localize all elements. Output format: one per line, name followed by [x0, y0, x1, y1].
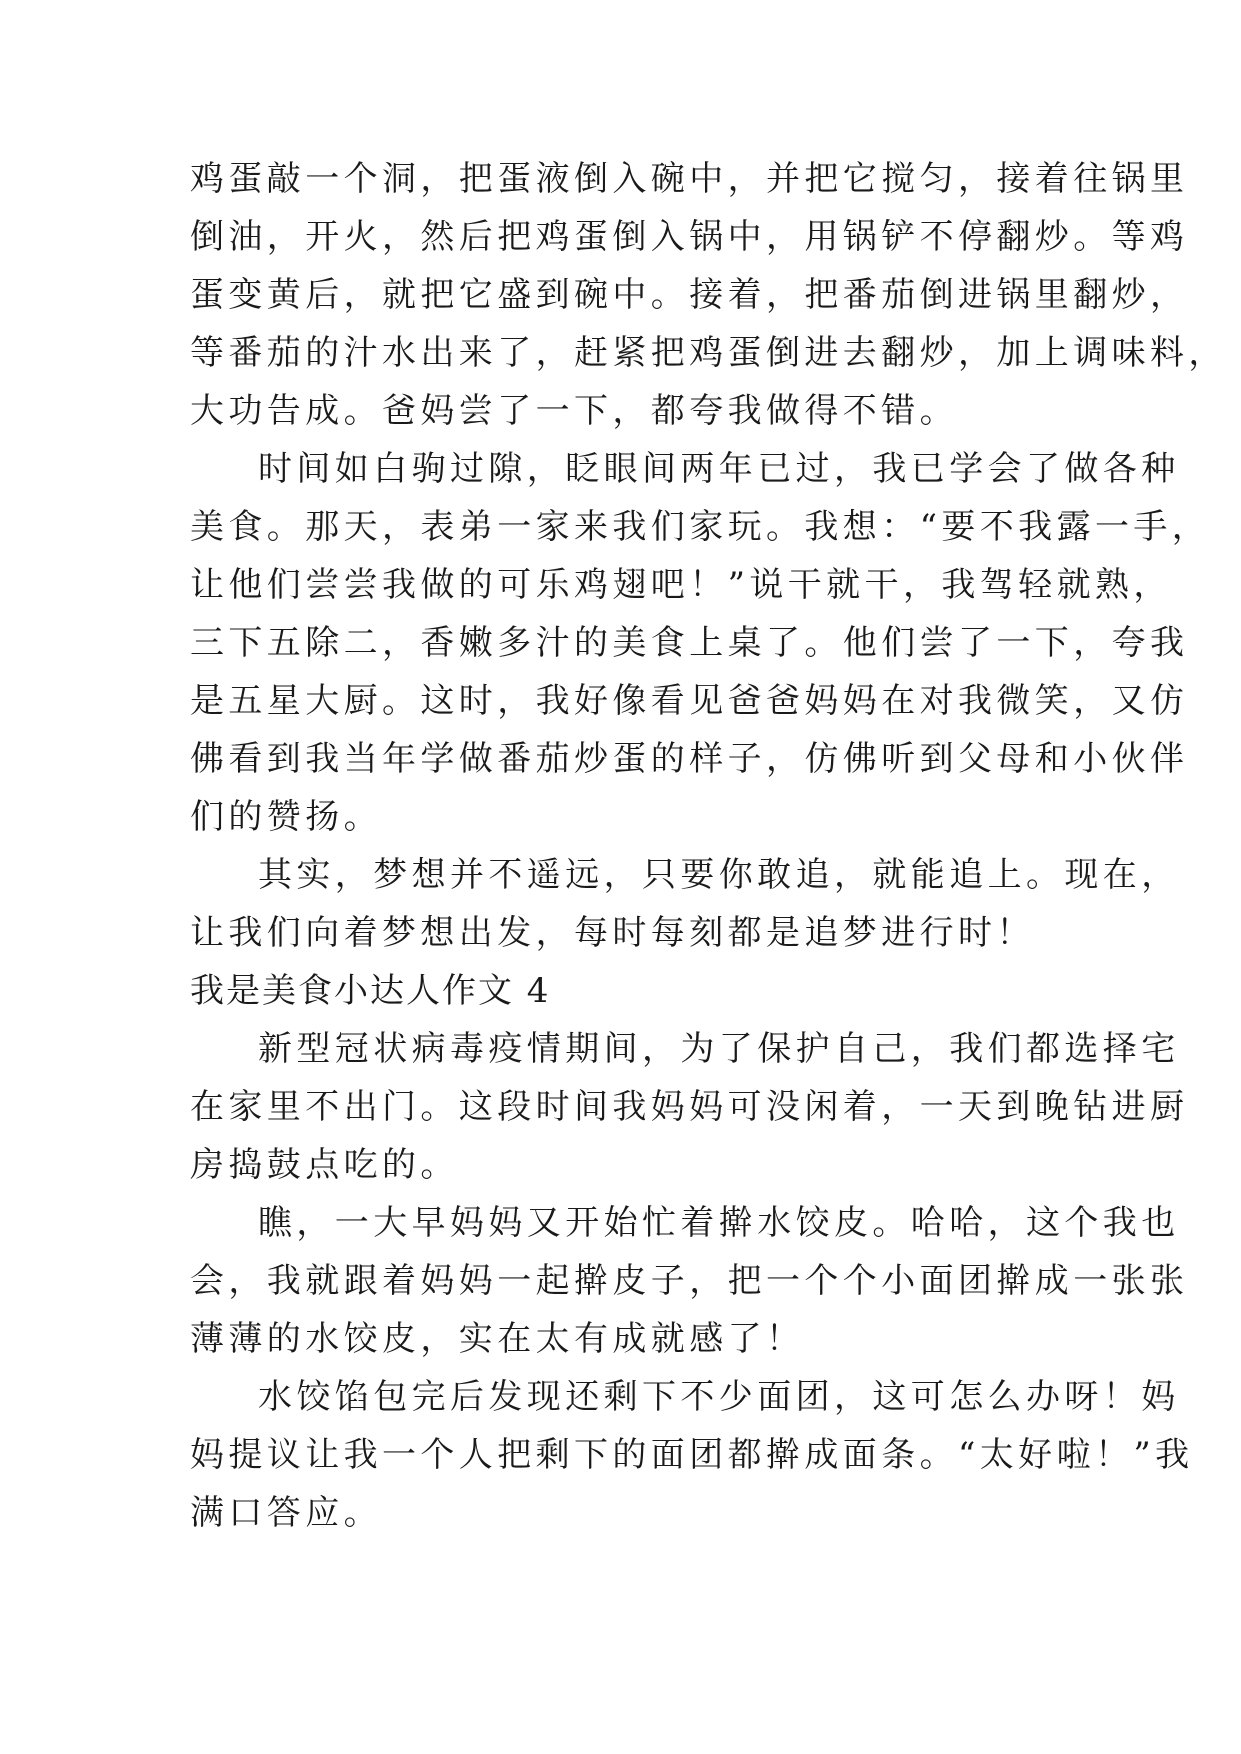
paragraph-2-line-7: 们的赞扬。: [190, 797, 382, 837]
paragraph-3-line-1: 其实，梦想并不遥远，只要你敢追，就能追上。现在，: [258, 855, 1180, 895]
essay-body: [190, 150, 1227, 1542]
paragraph-1-line-3: 蛋变黄后，就把它盛到碗中。接着，把番茄倒进锅里翻炒，: [190, 275, 1189, 315]
paragraph-5-line-1: 瞧，一大早妈妈又开始忙着擀水饺皮。哈哈，这个我也: [258, 1203, 1180, 1243]
paragraph-4-line-3: 房捣鼓点吃的。: [190, 1145, 459, 1185]
paragraph-1-line-1: 鸡蛋敲一个洞，把蛋液倒入碗中，并把它搅匀，接着往锅里: [190, 159, 1189, 199]
paragraph-6-line-1: 水饺馅包完后发现还剩下不少面团，这可怎么办呀！妈: [258, 1377, 1180, 1417]
paragraph-6-line-2: 妈提议让我一个人把剩下的面团都擀成面条。“太好啦！”我: [190, 1435, 1194, 1475]
paragraph-2-line-1: 时间如白驹过隙，眨眼间两年已过，我已学会了做各种: [258, 449, 1180, 489]
paragraph-4-line-2: 在家里不出门。这段时间我妈妈可没闲着，一天到晚钻进厨: [190, 1087, 1189, 1127]
paragraph-1-line-4: 等番茄的汁水出来了，赶紧把鸡蛋倒进去翻炒，加上调味料，: [190, 333, 1227, 373]
section-heading: 我是美食小达人作文 4: [190, 971, 551, 1011]
paragraph-2-line-5: 是五星大厨。这时，我好像看见爸爸妈妈在对我微笑，又仿: [190, 681, 1189, 721]
paragraph-1-line-5: 大功告成。爸妈尝了一下，都夸我做得不错。: [190, 391, 958, 431]
paragraph-2-line-2: 美食。那天，表弟一家来我们家玩。我想：“要不我露一手，: [190, 507, 1211, 547]
paragraph-2-line-4: 三下五除二，香嫩多汁的美食上桌了。他们尝了一下，夸我: [190, 623, 1189, 663]
paragraph-2-line-3: 让他们尝尝我做的可乐鸡翅吧！”说干就干，我驾轻就熟，: [190, 565, 1172, 605]
paragraph-5-line-2: 会，我就跟着妈妈一起擀皮子，把一个个小面团擀成一张张: [190, 1261, 1189, 1301]
paragraph-5-line-3: 薄薄的水饺皮，实在太有成就感了！: [190, 1319, 805, 1359]
paragraph-1-line-2: 倒油，开火，然后把鸡蛋倒入锅中，用锅铲不停翻炒。等鸡: [190, 217, 1189, 257]
paragraph-6-line-3: 满口答应。: [190, 1493, 382, 1533]
paragraph-4-line-1: 新型冠状病毒疫情期间，为了保护自己，我们都选择宅: [258, 1029, 1180, 1069]
paragraph-2-line-6: 佛看到我当年学做番茄炒蛋的样子，仿佛听到父母和小伙伴: [190, 739, 1189, 779]
paragraph-3-line-2: 让我们向着梦想出发，每时每刻都是追梦进行时！: [190, 913, 1035, 953]
